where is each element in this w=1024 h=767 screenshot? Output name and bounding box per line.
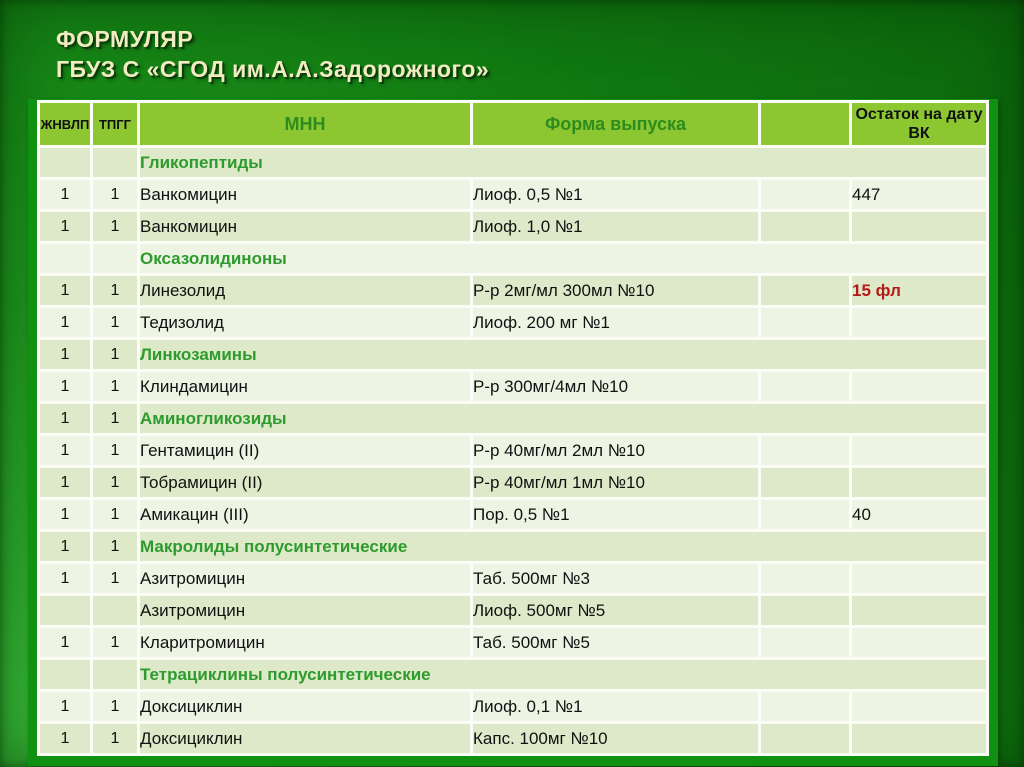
- zhnvlp-cell: 1: [40, 212, 90, 241]
- forma-cell: Р-р 40мг/мл 2мл №10: [473, 436, 758, 465]
- drug-row: [40, 308, 986, 337]
- tpgg-cell: 1: [93, 180, 137, 209]
- tpgg-cell: 1: [93, 308, 137, 337]
- mnn-cell: Гентамицин (II): [140, 436, 470, 465]
- table-header-row: [40, 103, 986, 145]
- section-name-cell: Аминогликозиды: [140, 404, 986, 433]
- zhnvlp-cell: 1: [40, 340, 90, 369]
- drug-row: [40, 436, 986, 465]
- mnn-cell: Азитромицин: [140, 564, 470, 593]
- formulary-table: [37, 100, 989, 756]
- tpgg-cell: [93, 244, 137, 273]
- section-row: [40, 148, 986, 177]
- tpgg-cell: 1: [93, 276, 137, 305]
- zhnvlp-cell: 1: [40, 276, 90, 305]
- forma-cell: Лиоф. 0,1 №1: [473, 692, 758, 721]
- zhnvlp-cell: [40, 244, 90, 273]
- zhnvlp-cell: 1: [40, 628, 90, 657]
- section-name-cell: Оксазолидиноны: [140, 244, 986, 273]
- mnn-cell: Кларитромицин: [140, 628, 470, 657]
- table-body: [40, 148, 986, 753]
- slide-title-line2: ГБУЗ С «СГОД им.А.А.Задорожного»: [56, 56, 490, 82]
- mnn-cell: Линезолид: [140, 276, 470, 305]
- tpgg-cell: 1: [93, 532, 137, 561]
- extra-cell: [761, 308, 849, 337]
- ostatok-cell: [852, 596, 986, 625]
- mnn-cell: Азитромицин: [140, 596, 470, 625]
- tpgg-cell: 1: [93, 372, 137, 401]
- tpgg-cell: 1: [93, 692, 137, 721]
- extra-cell: [761, 276, 849, 305]
- tpgg-cell: 1: [93, 468, 137, 497]
- mnn-cell: Тобрамицин (II): [140, 468, 470, 497]
- zhnvlp-cell: [40, 660, 90, 689]
- zhnvlp-cell: 1: [40, 564, 90, 593]
- forma-cell: Лиоф. 1,0 №1: [473, 212, 758, 241]
- mnn-cell: Ванкомицин: [140, 180, 470, 209]
- drug-row: [40, 468, 986, 497]
- tpgg-cell: [93, 148, 137, 177]
- section-name-cell: Макролиды полусинтетические: [140, 532, 986, 561]
- drug-row: [40, 500, 986, 529]
- ostatok-cell: [852, 372, 986, 401]
- ostatok-cell: 447: [852, 180, 986, 209]
- zhnvlp-cell: 1: [40, 724, 90, 753]
- tpgg-cell: 1: [93, 724, 137, 753]
- formulary-table-frame: [28, 99, 998, 766]
- col-header-zhnvlp: ЖНВЛП: [40, 103, 90, 145]
- extra-cell: [761, 468, 849, 497]
- drug-row: [40, 212, 986, 241]
- zhnvlp-cell: 1: [40, 692, 90, 721]
- forma-cell: Р-р 300мг/4мл №10: [473, 372, 758, 401]
- header-row: [40, 103, 986, 145]
- zhnvlp-cell: 1: [40, 532, 90, 561]
- tpgg-cell: 1: [93, 404, 137, 433]
- mnn-cell: Клиндамицин: [140, 372, 470, 401]
- zhnvlp-cell: [40, 596, 90, 625]
- zhnvlp-cell: 1: [40, 180, 90, 209]
- col-header-forma: Форма выпуска: [473, 103, 758, 145]
- drug-row: [40, 628, 986, 657]
- extra-cell: [761, 372, 849, 401]
- ostatok-cell: [852, 724, 986, 753]
- section-name-cell: Гликопептиды: [140, 148, 986, 177]
- drug-row: [40, 564, 986, 593]
- extra-cell: [761, 212, 849, 241]
- drug-row: [40, 692, 986, 721]
- zhnvlp-cell: 1: [40, 500, 90, 529]
- ostatok-cell: [852, 212, 986, 241]
- slide-title: [56, 24, 489, 84]
- zhnvlp-cell: [40, 148, 90, 177]
- zhnvlp-cell: 1: [40, 436, 90, 465]
- tpgg-cell: 1: [93, 500, 137, 529]
- forma-cell: Лиоф. 500мг №5: [473, 596, 758, 625]
- section-row: [40, 404, 986, 433]
- tpgg-cell: 1: [93, 436, 137, 465]
- ostatok-cell: 40: [852, 500, 986, 529]
- ostatok-cell: [852, 628, 986, 657]
- section-row: [40, 340, 986, 369]
- forma-cell: Капс. 100мг №10: [473, 724, 758, 753]
- drug-row: [40, 180, 986, 209]
- extra-cell: [761, 692, 849, 721]
- extra-cell: [761, 180, 849, 209]
- forma-cell: Таб. 500мг №5: [473, 628, 758, 657]
- ostatok-cell: [852, 468, 986, 497]
- mnn-cell: Ванкомицин: [140, 212, 470, 241]
- ostatok-cell: [852, 692, 986, 721]
- mnn-cell: Амикацин (III): [140, 500, 470, 529]
- forma-cell: Р-р 40мг/мл 1мл №10: [473, 468, 758, 497]
- slide-title-line1: ФОРМУЛЯР: [56, 26, 194, 52]
- extra-cell: [761, 724, 849, 753]
- forma-cell: Лиоф. 200 мг №1: [473, 308, 758, 337]
- zhnvlp-cell: 1: [40, 468, 90, 497]
- section-name-cell: Линкозамины: [140, 340, 986, 369]
- mnn-cell: Доксициклин: [140, 724, 470, 753]
- forma-cell: Лиоф. 0,5 №1: [473, 180, 758, 209]
- zhnvlp-cell: 1: [40, 372, 90, 401]
- tpgg-cell: 1: [93, 340, 137, 369]
- drug-row: [40, 276, 986, 305]
- zhnvlp-cell: 1: [40, 308, 90, 337]
- section-row: [40, 660, 986, 689]
- zhnvlp-cell: 1: [40, 404, 90, 433]
- tpgg-cell: 1: [93, 212, 137, 241]
- extra-cell: [761, 596, 849, 625]
- forma-cell: Р-р 2мг/мл 300мл №10: [473, 276, 758, 305]
- col-header-tpgg: ТПГГ: [93, 103, 137, 145]
- drug-row: [40, 372, 986, 401]
- ostatok-cell: [852, 436, 986, 465]
- mnn-cell: Тедизолид: [140, 308, 470, 337]
- tpgg-cell: [93, 596, 137, 625]
- extra-cell: [761, 500, 849, 529]
- tpgg-cell: [93, 660, 137, 689]
- drug-row: [40, 596, 986, 625]
- section-row: [40, 532, 986, 561]
- ostatok-cell: 15 фл: [852, 276, 986, 305]
- forma-cell: Пор. 0,5 №1: [473, 500, 758, 529]
- forma-cell: Таб. 500мг №3: [473, 564, 758, 593]
- extra-cell: [761, 564, 849, 593]
- drug-row: [40, 724, 986, 753]
- tpgg-cell: 1: [93, 564, 137, 593]
- section-name-cell: Тетрациклины полусинтетические: [140, 660, 986, 689]
- section-row: [40, 244, 986, 273]
- col-header-ostatok: Остаток на дату ВК: [852, 103, 986, 145]
- col-header-extra: [761, 103, 849, 145]
- mnn-cell: Доксициклин: [140, 692, 470, 721]
- extra-cell: [761, 436, 849, 465]
- col-header-mnn: МНН: [140, 103, 470, 145]
- extra-cell: [761, 628, 849, 657]
- ostatok-cell: [852, 564, 986, 593]
- tpgg-cell: 1: [93, 628, 137, 657]
- ostatok-cell: [852, 308, 986, 337]
